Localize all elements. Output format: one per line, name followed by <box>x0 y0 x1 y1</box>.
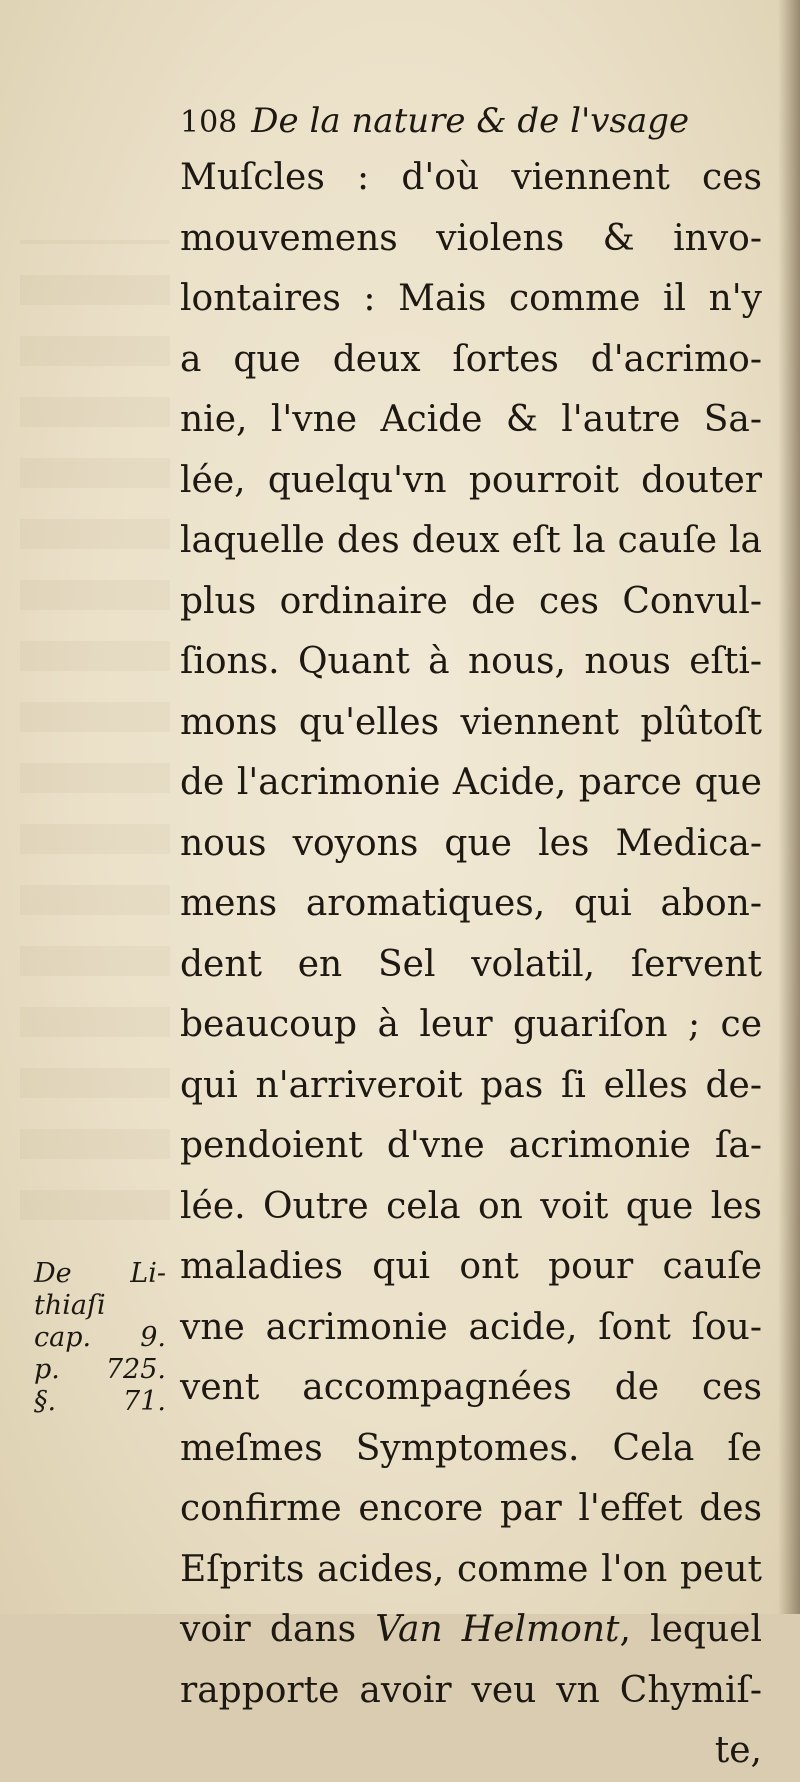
margin-note <box>34 1258 166 1418</box>
text-line: a que deux ſortes d'acrimo- <box>180 338 762 380</box>
running-title: De la nature & de l'vsage <box>251 101 690 141</box>
text-line: lée. Outre cela on voit que les <box>180 1185 762 1227</box>
margin-note-line: De Li- <box>34 1258 166 1289</box>
margin-note-line: p. 725. <box>34 1354 166 1385</box>
italic-author-name: Van Helmont <box>375 1609 620 1650</box>
text-line: lée, quelqu'vn pourroit douter <box>180 459 762 501</box>
text-line: lontaires : Mais comme il n'y <box>180 278 762 319</box>
running-head <box>180 96 740 146</box>
catchword: te, <box>714 1730 762 1771</box>
text-line: mons qu'elles viennent plûtoſt <box>180 701 762 743</box>
text-line: vne acrimonie acide, ſont ſou- <box>180 1306 762 1348</box>
text-line: beaucoup à leur guariſon ; ce <box>180 1004 762 1045</box>
text-line: ſions. Quant à nous, nous eſti- <box>180 641 762 682</box>
margin-note-line: §. 71. <box>34 1386 166 1417</box>
text-line: maladies qui ont pour cauſe <box>180 1246 762 1287</box>
text-line: qui n'arriveroit pas ſi elles de- <box>180 1064 762 1106</box>
page-number: 108 <box>180 105 238 140</box>
text-line: nie, l'vne Acide & l'autre Sa- <box>180 399 762 440</box>
text-line: vent accompagnées de ces <box>180 1367 762 1408</box>
text-line: confirme encore par l'effet des <box>180 1488 762 1529</box>
text-segment: voir dans <box>180 1609 376 1650</box>
text-line: Eſprits acides, comme l'on peut <box>180 1548 762 1590</box>
text-line: Muſcles : d'où viennent ces <box>180 157 762 198</box>
text-segment: , lequel <box>619 1609 762 1650</box>
text-line: nous voyons que les Medica- <box>180 822 762 864</box>
text-line: mens aromatiques, qui abon- <box>180 883 762 924</box>
text-line: rapporte avoir veu vn Chymiſ- <box>180 1669 762 1711</box>
body-text <box>180 148 762 1782</box>
text-line: pendoient d'vne acrimonie ſa- <box>180 1125 762 1166</box>
margin-note-line: thiaſi <box>34 1290 106 1321</box>
margin-note-line: cap. 9. <box>34 1322 166 1353</box>
show-through <box>20 240 170 1220</box>
text-line: laquelle des deux eſt la cauſe la <box>180 520 762 561</box>
text-line: de l'acrimonie Acide, parce que <box>180 762 762 803</box>
text-line: plus ordinaire de ces Convul- <box>180 580 762 622</box>
text-line-with-italic-name <box>180 1600 762 1661</box>
text-line: meſmes Symptomes. Cela ſe <box>180 1427 762 1469</box>
text-line: mouvemens violens & invo- <box>180 217 762 259</box>
text-line: dent en Sel volatil, ſervent <box>180 943 762 985</box>
